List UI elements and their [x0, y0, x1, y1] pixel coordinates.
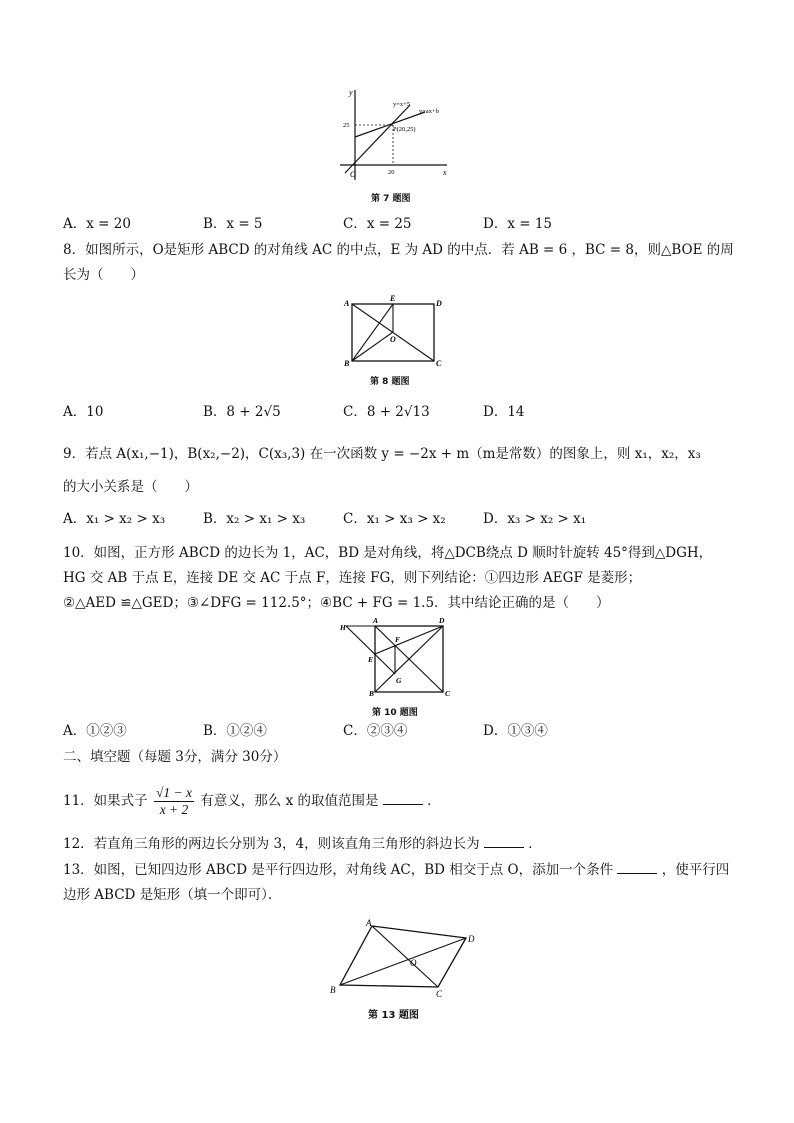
q9-option-b: B．x₂ > x₁ > x₃: [203, 511, 306, 527]
q9-option-a: A．x₁ > x₂ > x₃: [63, 511, 166, 527]
q13-text1a: 13．如图，已知四边形 ABCD 是平行四边形，对角线 AC，BD 相交于点 O，添加一个条件: [63, 862, 614, 878]
diag-ac: [372, 926, 438, 987]
label-b: B: [369, 689, 375, 698]
label-d: D: [468, 934, 475, 944]
q7-graph: [335, 85, 455, 185]
q10-option-c: C．②③④: [343, 723, 408, 739]
label-a: A: [344, 299, 350, 308]
q7-option-b: B．x = 5: [203, 216, 263, 232]
q12-end: ．: [528, 836, 542, 852]
q10-diagram: [336, 616, 466, 704]
q8-option-d: D．14: [483, 404, 525, 420]
q11-prefix: 11．如果式子: [63, 793, 148, 809]
q11-answer-blank[interactable]: [383, 792, 423, 805]
q12-text: 12．若直角三角形的两边长分别为 3，4，则该直角三角形的斜边长为: [63, 836, 480, 852]
q12-answer-blank[interactable]: [484, 835, 524, 848]
label-a: A: [366, 918, 372, 928]
label-x: x: [443, 168, 447, 177]
q8-option-c: C．8 + 2√13: [343, 404, 430, 420]
label-o: O: [390, 335, 396, 344]
q8-text-line2: 长为（ ）: [63, 267, 144, 283]
q8-text-line1: 8．如图所示，O是矩形 ABCD 的对角线 AC 的中点，E 为 AD 的中点．若 AB = 6 ，BC = 8，则△BOE 的周: [63, 242, 734, 258]
label-e: E: [390, 294, 396, 303]
q11-end: ．: [427, 793, 441, 809]
q9-option-c: C．x₁ > x₃ > x₂: [343, 511, 446, 527]
q10-option-a: A．①②③: [63, 723, 127, 739]
label-c: C: [436, 359, 442, 368]
q7-figure: [335, 85, 455, 215]
q8-option-a: A．10: [63, 404, 104, 420]
q9-text-line1: 9．若点 A(x₁,−1)，B(x₂,−2)，C(x₃,3) 在一次函数 y = −2x + m（m是常数）的图象上，则 x₁，x₂，x₃: [63, 446, 701, 462]
q13-diagram: [320, 918, 490, 1003]
q7-option-d: D．x = 15: [483, 216, 553, 232]
label-o: O: [350, 170, 356, 179]
label-y: y: [349, 88, 353, 97]
diag-bd: [340, 938, 466, 985]
label-c: C: [436, 989, 443, 999]
label-line2: y=ax+b: [419, 108, 439, 115]
section-title: 二、填空题（每题 3分，满分 30分）: [63, 749, 287, 765]
q13-answer-blank[interactable]: [617, 861, 657, 874]
seg-de: [375, 626, 443, 654]
q8-caption: 第 8 题图: [370, 377, 410, 387]
q13-caption: 第 13 题图: [368, 1010, 419, 1021]
label-a: A: [373, 616, 379, 625]
label-c: C: [445, 689, 451, 698]
q13-line1: [63, 860, 729, 880]
q8-option-b: B．8 + 2√5: [203, 404, 281, 420]
q10-caption: 第 10 题图: [372, 708, 418, 718]
q12-line: [63, 834, 542, 854]
q10-text-line1: 10．如图，正方形 ABCD 的边长为 1，AC，BD 是对角线，将△DCB绕点 D 顺时针旋转 45°得到△DGH，: [63, 545, 713, 561]
q11-line: [63, 783, 441, 819]
label-20: 20: [388, 169, 395, 176]
label-d: D: [439, 616, 445, 625]
q7-option-a: A．x = 20: [63, 216, 131, 232]
label-b: B: [330, 985, 336, 995]
q10-text-line2: HG 交 AB 于点 E，连接 DE 交 AC 于点 F，连接 FG，则下列结论：①四边形 AEGF 是菱形；: [63, 570, 642, 586]
seg-hg: [346, 626, 395, 674]
q13-line2: 边形 ABCD 是矩形（填一个即可）．: [63, 887, 282, 903]
q10-text-line3: ②△AED ≌△GED；③∠DFG = 112.5°；④BC + FG = 1.5．其中结论正确的是（ ）: [63, 595, 610, 611]
q9-option-d: D．x₃ > x₂ > x₁: [483, 511, 587, 527]
q10-figure: [336, 616, 466, 721]
q10-option-d: D．①③④: [483, 723, 548, 739]
q7-option-c: C．x = 25: [343, 216, 412, 232]
q13-figure: [320, 918, 490, 1028]
label-e: E: [368, 655, 374, 664]
label-h: H: [340, 623, 346, 632]
label-d: D: [436, 299, 442, 308]
label-g: G: [396, 676, 402, 685]
label-line1: y=x+5: [393, 101, 411, 108]
q8-figure: [340, 292, 460, 392]
label-b: B: [344, 359, 350, 368]
label-p: P(20,25): [393, 126, 416, 133]
q13-text1b: ，使平行四: [661, 862, 730, 878]
label-f: F: [395, 635, 401, 644]
q11-fraction: [154, 785, 194, 818]
q10-option-b: B．①②④: [203, 723, 267, 739]
q7-caption: 第 7 题图: [371, 194, 411, 204]
q9-text-line2: 的大小关系是（ ）: [63, 479, 198, 495]
q11-denominator: x + 2: [159, 802, 189, 817]
label-25: 25: [343, 122, 350, 129]
q11-suffix: 有意义，那么 x 的取值范围是: [200, 793, 379, 809]
line-y-ax-b: [355, 112, 425, 137]
seg-bo: [352, 332, 393, 361]
seg-be: [352, 304, 393, 361]
q11-numerator: √1 − x: [155, 785, 192, 800]
label-o: O: [410, 958, 417, 968]
q8-diagram: [340, 292, 460, 372]
